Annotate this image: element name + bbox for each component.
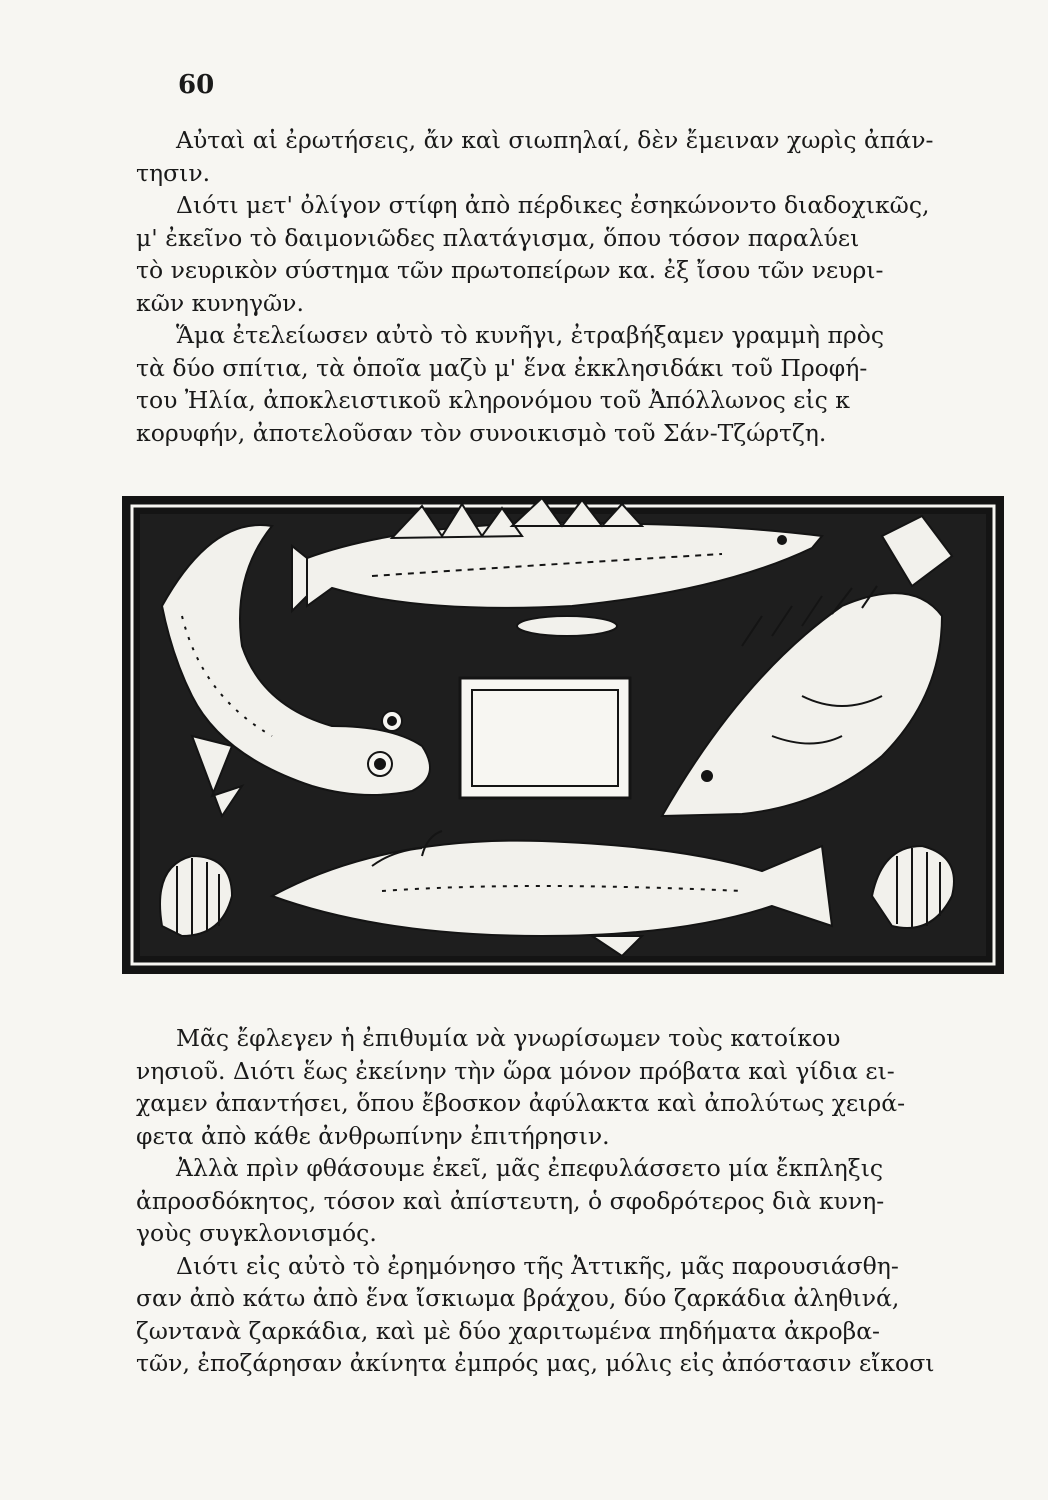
fish-mosaic-illustration [122,496,1004,974]
text-line: Διότι μετ' ὀλίγον στίφη ἀπὸ πέρδικες ἐσηκώνοντο διαδοχικῶς, [176,191,930,219]
text-line: μ' ἐκεῖνο τὸ δαιμονιῶδες πλατάγισμα, ὅπου τόσον παραλύει [136,223,860,252]
text-line: γοὺς συγκλονισμός. [136,1219,377,1247]
page-number: 60 [178,70,215,100]
text-line: Ἅμα ἐτελείωσεν αὐτὸ τὸ κυνῆγι, ἐτραβήξαμεν γραμμὴ πρὸς [176,321,885,349]
text-line: φετα ἀπὸ κάθε ἀνθρωπίνην ἐπιτήρησιν. [136,1121,610,1150]
paragraph-block-top [136,124,1006,449]
text-line: τὰ δύο σπίτια, τὰ ὁποῖα μαζὺ μ' ἕνα ἐκκλησιδάκι τοῦ Προφή- [136,353,868,382]
text-line: σαν ἀπὸ κάτω ἀπὸ ἕνα ἴσκιωμα βράχου, δύο ζαρκάδια ἀληθινά, [136,1284,900,1312]
text-line: ἀπροσδόκητος, τόσον καὶ ἀπίστευτη, ὁ σφοδρότερος διὰ κυνη- [136,1186,885,1215]
text-line: Αὐταὶ αἱ ἐρωτήσεις, ἄν καὶ σιωπηλαί, δὲν ἔμειναν χωρὶς ἀπάν- [176,126,934,154]
paragraph-block-bottom [136,1022,1006,1380]
text-line: τῶν, ἐποζάρησαν ἀκίνητα ἐμπρός μας, μόλις εἰς ἀπόστασιν εἴκοσι [136,1349,935,1377]
central-tile [460,678,630,798]
text-line: του Ἠλία, ἀποκλειστικοῦ κληρονόμου τοῦ Ἀπόλλωνος εἰς κ [136,386,850,414]
text-line: Μᾶς ἔφλεγεν ἡ ἐπιθυμία νὰ γνωρίσωμεν τοὺς κατοίκου [176,1024,841,1052]
text-line: ζωντανὰ ζαρκάδια, καὶ μὲ δύο χαριτωμένα πηδήματα ἀκροβα- [136,1316,881,1345]
text-line: Ἀλλὰ πρὶν φθάσουμε ἐκεῖ, μᾶς ἐπεφυλάσσετο μία ἔκπληξις [176,1154,884,1182]
text-line: Διότι εἰς αὐτὸ τὸ ἐρημόνησο τῆς Ἀττικῆς, μᾶς παρουσιάσθη- [176,1251,899,1280]
text-line: κορυφήν, ἀποτελοῦσαν τὸν συνοικισμὸ τοῦ Σάν-Τζώρτζη. [136,418,827,447]
text-line: κῶν κυνηγῶν. [136,288,304,317]
text-line: χαμεν ἀπαντήσει, ὅπου ἔβοσκον ἀφύλακτα καὶ ἀπολύτως χειρά- [136,1089,906,1117]
text-line: τησιν. [136,158,211,187]
text-line: νησιοῦ. Διότι ἕως ἐκείνην τὴν ὥρα μόνον πρόβατα καὶ γίδια ει- [136,1056,895,1085]
text-line: τὸ νευρικὸν σύστημα τῶν πρωτοπείρων κα. ἐξ ἴσου τῶν νευρι- [136,256,884,284]
